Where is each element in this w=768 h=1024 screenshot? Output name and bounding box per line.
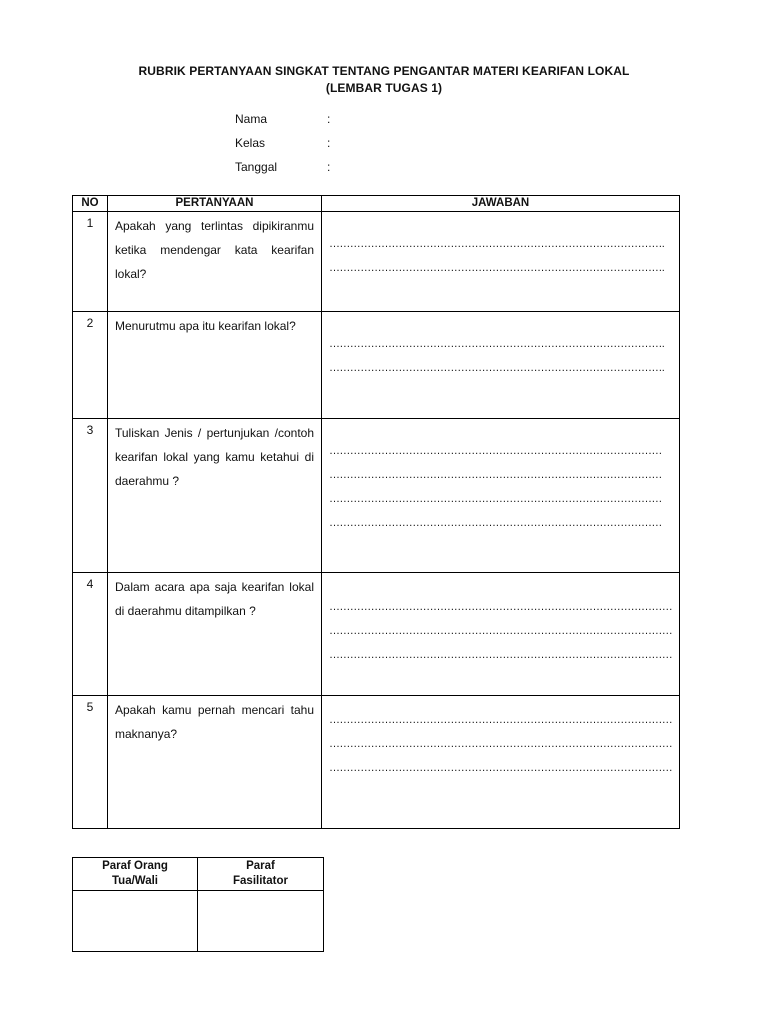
answer-line: ……………………………………………………………………………………. (329, 338, 665, 350)
class-label: Kelas (235, 136, 266, 150)
question-text: Tuliskan Jenis / pertunjukan /contoh kearifan lokal yang kamu ketahui di daerahmu ? (108, 419, 322, 573)
row-number: 4 (73, 573, 108, 696)
answer-line: ……………………………………………………………………………………… (329, 738, 673, 750)
answer-cell[interactable] (322, 312, 680, 419)
answer-cell[interactable] (322, 696, 680, 829)
answer-line: ……………………………………………………………………………………… (329, 762, 673, 774)
row-number: 2 (73, 312, 108, 419)
answer-line: ……………………………………………………………………………………. (329, 238, 665, 250)
header-question: PERTANYAAN (108, 196, 322, 212)
date-label: Tanggal (235, 160, 278, 174)
answer-line: …………………………………………………………………………………… (329, 445, 662, 457)
date-colon: : (327, 160, 331, 174)
answer-cell[interactable] (322, 212, 680, 312)
facilitator-label-line2: Fasilitator (233, 875, 288, 887)
table-header-row (73, 196, 680, 212)
answer-line: ……………………………………………………………………………………… (329, 714, 673, 726)
answer-line: …………………………………………………………………………………… (329, 469, 662, 481)
class-colon: : (327, 136, 331, 150)
parent-label-line2: Tua/Wali (112, 875, 158, 887)
question-table (72, 195, 680, 829)
answer-cell[interactable] (322, 573, 680, 696)
parent-signature-label (73, 858, 198, 891)
question-text: Apakah kamu pernah mencari tahu maknanya? (108, 696, 322, 829)
name-colon: : (327, 112, 331, 126)
header-answer: JAWABAN (322, 196, 680, 212)
document-title: RUBRIK PERTANYAAN SINGKAT TENTANG PENGANTAR MATERI KEARIFAN LOKAL (138, 64, 630, 78)
answer-cell[interactable] (322, 419, 680, 573)
signature-header-row (73, 858, 324, 891)
table-row (73, 312, 680, 419)
parent-label-line1: Paraf Orang (102, 860, 168, 872)
header-no: NO (73, 196, 108, 212)
facilitator-signature-label (198, 858, 324, 891)
parent-signature-box[interactable] (73, 891, 198, 952)
question-text: Dalam acara apa saja kearifan lokal di daerahmu ditampilkan ? (108, 573, 322, 696)
facilitator-signature-box[interactable] (198, 891, 324, 952)
row-number: 1 (73, 212, 108, 312)
answer-line: ……………………………………………………………………………………… (329, 601, 673, 613)
answer-line: …………………………………………………………………………………… (329, 493, 662, 505)
signature-table (72, 857, 324, 952)
answer-line: …………………………………………………………………………………… (329, 517, 662, 529)
row-number: 5 (73, 696, 108, 829)
table-row (73, 573, 680, 696)
name-label: Nama (235, 112, 268, 126)
answer-line: ……………………………………………………………………………………. (329, 362, 665, 374)
document-subtitle: (LEMBAR TUGAS 1) (325, 81, 443, 95)
table-row (73, 696, 680, 829)
answer-line: ……………………………………………………………………………………… (329, 625, 673, 637)
answer-line: ……………………………………………………………………………………. (329, 262, 665, 274)
table-row (73, 419, 680, 573)
question-text: Apakah yang terlintas dipikiranmu ketika mendengar kata kearifan lokal? (108, 212, 322, 312)
facilitator-label-line1: Paraf (246, 860, 275, 872)
table-row (73, 212, 680, 312)
signature-body-row (73, 891, 324, 952)
question-text: Menurutmu apa itu kearifan lokal? (108, 312, 322, 419)
row-number: 3 (73, 419, 108, 573)
answer-line: ……………………………………………………………………………………… (329, 649, 673, 661)
